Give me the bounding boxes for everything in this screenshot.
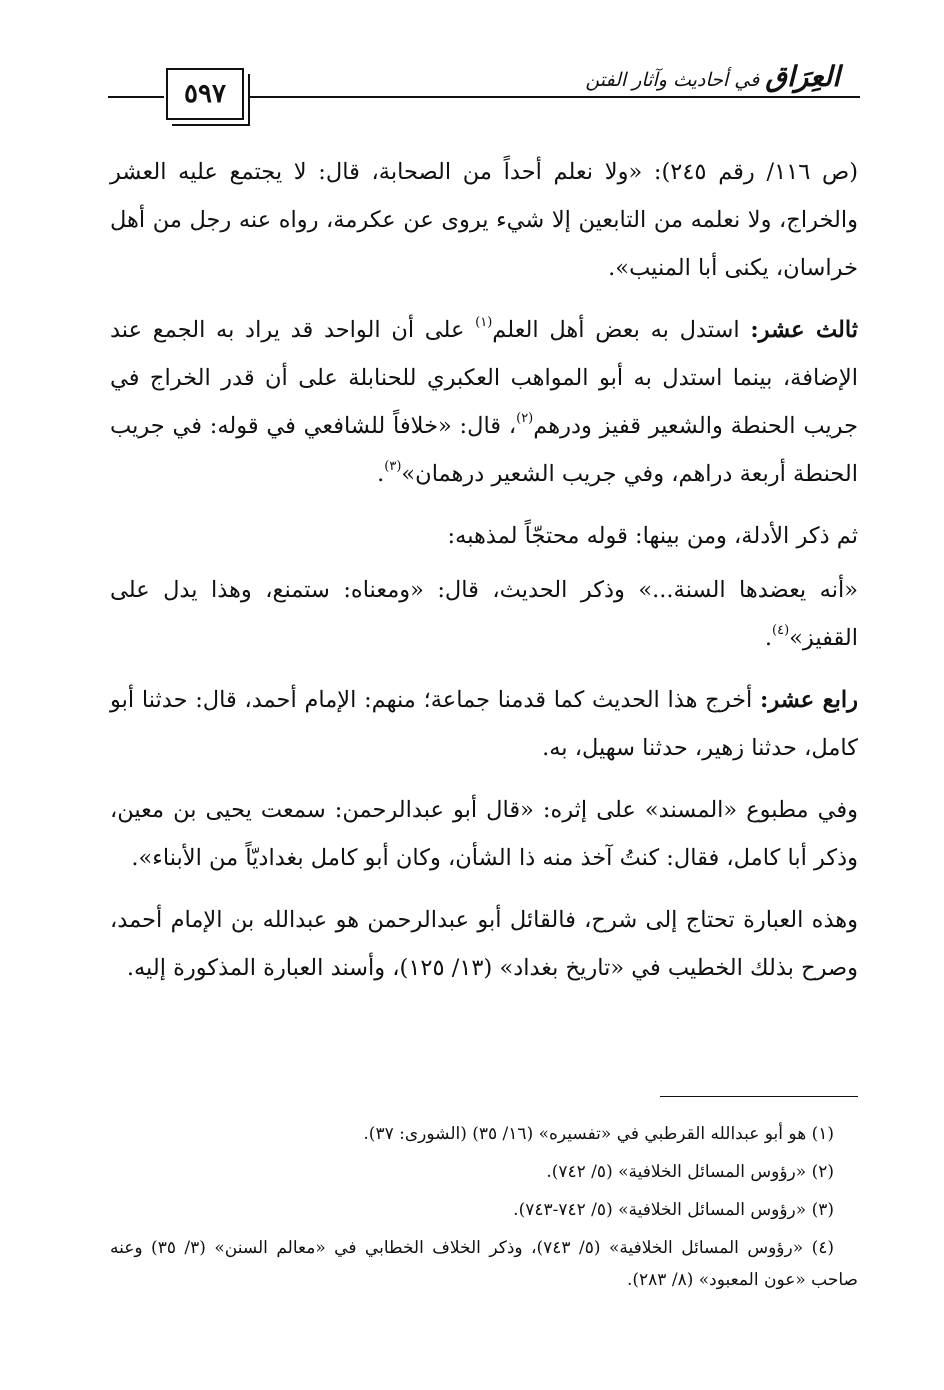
- footnote-2-text: «رؤوس المسائل الخلافية» (٥/ ٧٤٢).: [546, 1162, 807, 1182]
- header-rule-left: [108, 96, 164, 98]
- footnote-3: [110, 1194, 858, 1226]
- paragraph-2-part2: على أن الواحد قد يراد به الجمع عند الإضافة، بينما استدل به أبو المواهب العكبري للحنابلة على أن قدر الخراج في جريب الحنطة والشعير قفيز ودرهم: [110, 317, 859, 439]
- footnotes: [110, 1118, 858, 1302]
- paragraph-7: [110, 896, 858, 992]
- footnote-separator: [660, 1096, 858, 1097]
- header-rule-right: [248, 96, 860, 98]
- footnote-ref-2[interactable]: (٢): [516, 411, 534, 426]
- paragraph-5-text: أخرج هذا الحديث كما قدمنا جماعة؛ منهم: الإمام أحمد، قال: حدثنا أبو كامل، حدثنا زهير، حدثنا سهيل، به.: [110, 687, 858, 761]
- footnote-2-number: (٢): [811, 1162, 834, 1182]
- footnote-1-number: (١): [811, 1124, 834, 1144]
- footnote-1-text: هو أبو عبدالله القرطبي في «تفسيره» (١٦/ ٣٥) (الشورى: ٣٧).: [363, 1124, 807, 1144]
- paragraph-5: [110, 676, 858, 772]
- paragraph-4-part1: «أنه يعضدها السنة...» وذكر الحديث، قال: «ومعناه: ستمنع، وهذا يدل على القفيز»: [110, 577, 858, 651]
- page-header: [108, 60, 860, 128]
- running-title: [577, 62, 848, 95]
- footnote-3-text: «رؤوس المسائل الخلافية» (٥/ ٧٤٢-٧٤٣).: [513, 1200, 807, 1220]
- footnote-ref-3[interactable]: (٣): [384, 459, 402, 474]
- paragraph-1-text: (ص ١١٦/ رقم ٢٤٥): «ولا نعلم أحداً من الصحابة، قال: لا يجتمع عليه العشر والخراج، ولا نعلمه من التابعين إلا شيء يروى عن عكرمة، رواه عنه رجل من أهل خراسان، يكنى أبا المنيب».: [110, 159, 858, 281]
- paragraph-4: [110, 566, 858, 662]
- footnote-3-number: (٣): [811, 1200, 834, 1220]
- footnote-2: [110, 1156, 858, 1188]
- paragraph-2: [110, 306, 858, 498]
- running-title-brand: العِرَاق: [765, 60, 840, 93]
- footnote-ref-1[interactable]: (١): [475, 315, 493, 330]
- paragraph-2-part3: ، قال: «خلافاً للشافعي في قوله: في جريب الحنطة أربعة دراهم، وفي جريب الشعير درهمان»: [110, 413, 858, 487]
- paragraph-2-lead: ثالث عشر:: [750, 317, 859, 343]
- paragraph-3: [110, 512, 858, 560]
- paragraph-1: [110, 148, 858, 292]
- main-text: [110, 148, 858, 1006]
- paragraph-7-text: وهذه العبارة تحتاج إلى شرح، فالقائل أبو عبدالرحمن هو عبدالله بن الإمام أحمد، وصرح بذلك الخطيب في «تاريخ بغداد» (١٣/ ١٢٥)، وأسند العبارة المذكورة إليه.: [110, 907, 858, 981]
- paragraph-2-part4: .: [377, 461, 385, 487]
- footnote-1: [110, 1118, 858, 1150]
- paragraph-6: [110, 786, 858, 882]
- paragraph-4-part2: .: [764, 625, 773, 651]
- paragraph-2-part1: استدل به بعض أهل العلم: [492, 317, 751, 343]
- footnote-4: [110, 1232, 858, 1296]
- paragraph-6-text: وفي مطبوع «المسند» على إثره: «قال أبو عبدالرحمن: سمعت يحيى بن معين، وذكر أبا كامل، فقال: كنتُ آخذ منه ذا الشأن، وكان أبو كامل بغداديّاً من الأبناء».: [110, 797, 858, 871]
- footnote-4-text: «رؤوس المسائل الخلافية» (٥/ ٧٤٣)، وذكر الخلاف الخطابي في «معالم السنن» (٣/ ٣٥) وعنه صاحب «عون المعبود» (٨/ ٢٨٣).: [110, 1238, 858, 1290]
- footnote-4-number: (٤): [811, 1238, 835, 1258]
- footnote-ref-4[interactable]: (٤): [772, 623, 790, 638]
- paragraph-5-lead: رابع عشر:: [760, 687, 858, 713]
- page-number: ٥٩٧: [166, 68, 244, 120]
- paragraph-3-text: ثم ذكر الأدلة، ومن بينها: قوله محتجّاً لمذهبه:: [447, 523, 858, 549]
- running-title-rest: في أحاديث وآثار الفتن: [585, 69, 760, 91]
